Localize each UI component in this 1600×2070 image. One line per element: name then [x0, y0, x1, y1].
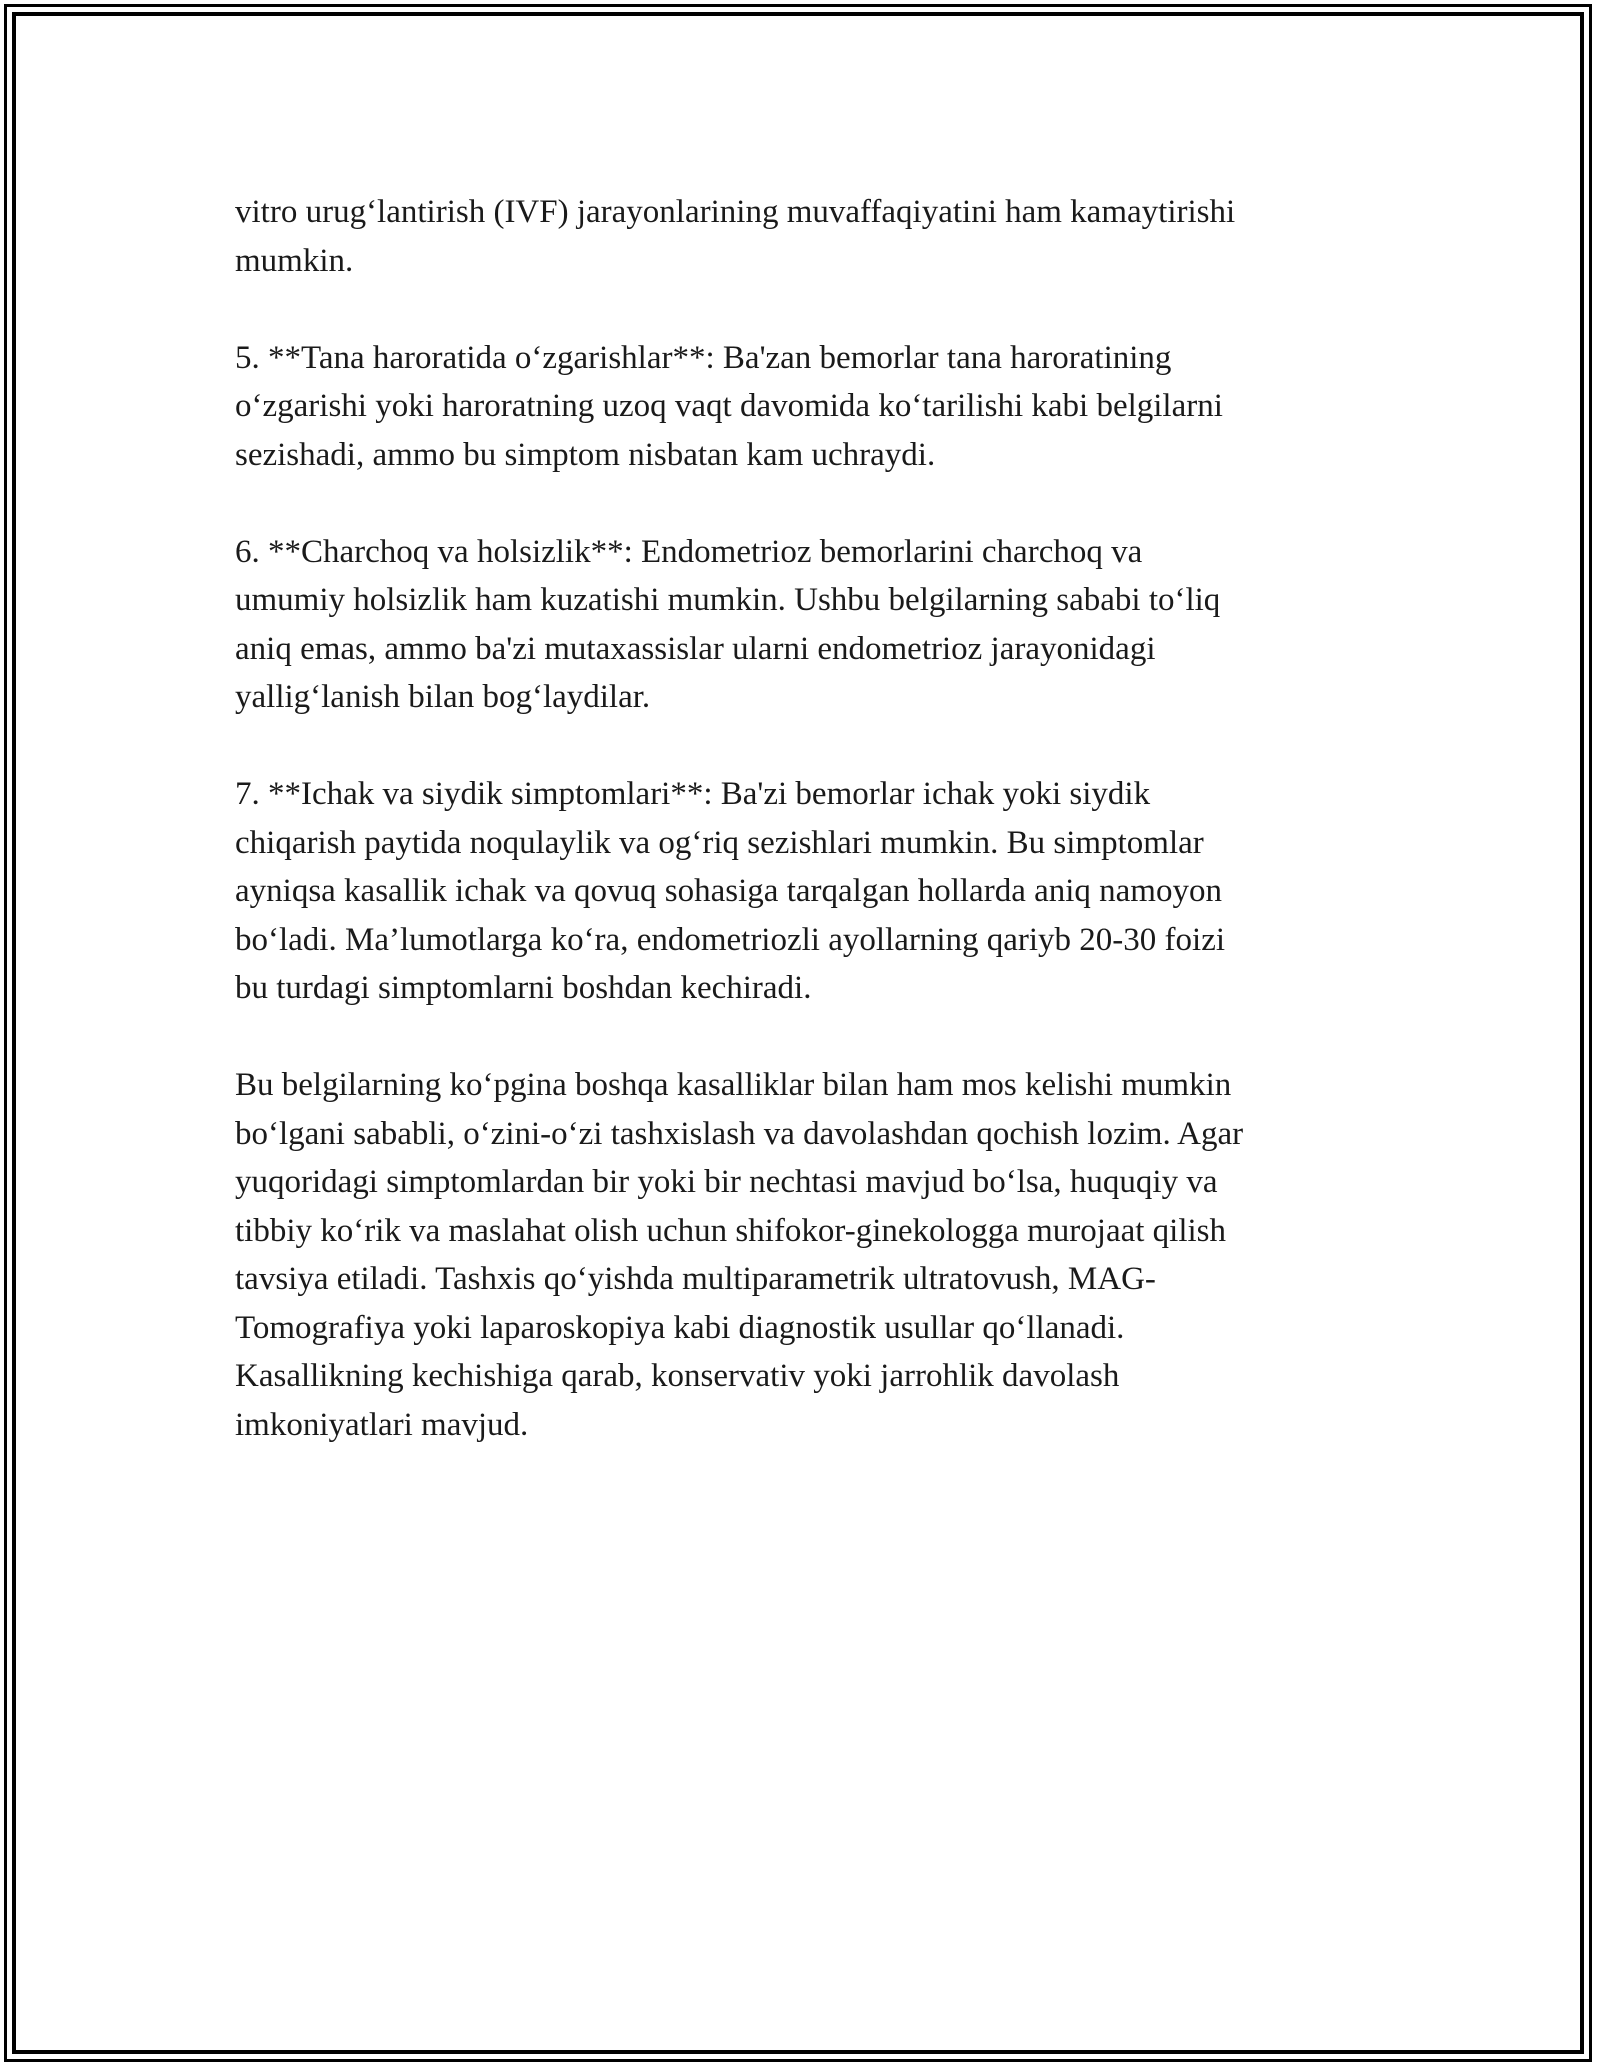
paragraph-conclusion: Bu belgilarning ko‘pgina boshqa kasalliklar bilan ham mos kelishi mumkin bo‘lgani sababli, o‘zini-o‘zi tashxislash va davolashdan qochish lozim. Agar yuqoridagi simptomlardan bir yoki bir nechtasi mavjud bo‘lsa, huquqiy va tibbiy ko‘rik va maslahat olish uchun shifokor-ginekologga murojaat qilish tavsiya etiladi. Tashxis qo‘yishda multiparametrik ultratovush, MAG- Tomografiya yoki laparoskopiya kabi diagnostik usullar qo‘llanadi. Kasallikning kechishiga qarab, konservativ yoki jarrohlik davolash imkoniyatlari mavjud. [235, 1067, 1244, 1443]
paragraph-fatigue: 6. **Charchoq va holsizlik**: Endometrioz bemorlarini charchoq va umumiy holsizlik ham kuzatishi mumkin. Ushbu belgilarning sababi to‘liq aniq emas, ammo ba'zi mutaxassislar ularni endometrioz jarayonidagi yallig‘lanish bilan bog‘laydilar. [235, 533, 1221, 715]
paragraph-temperature-changes: 5. **Tana haroratida o‘zgarishlar**: Ba'zan bemorlar tana haroratining o‘zgarishi yoki haroratning uzoq vaqt davomida ko‘tarilishi kabi belgilarni sezishadi, ammo bu simptom nisbatan kam uchraydi. [235, 339, 1223, 473]
paragraph-ivf-continuation: vitro urug‘lantirish (IVF) jarayonlarining muvaffaqiyatini ham kamaytirishi mumkin. [235, 194, 1236, 279]
document-body [235, 188, 1375, 1449]
paragraph-bowel-urinary-symptoms: 7. **Ichak va siydik simptomlari**: Ba'zi bemorlar ichak yoki siydik chiqarish paytida noqulaylik va og‘riq sezishlari mumkin. Bu simptomlar ayniqsa kasallik ichak va qovuq sohasiga tarqalgan hollarda aniq namoyon bo‘ladi. Ma’lumotlarga ko‘ra, endometriozli ayollarning qariyb 20-30 foizi bu turdagi simptomlarni boshdan kechiradi. [235, 776, 1226, 1006]
